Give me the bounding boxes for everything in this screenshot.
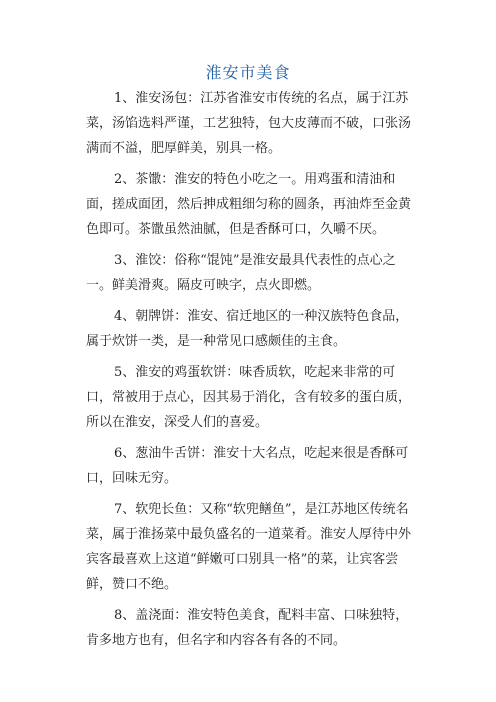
paragraph-1: 1、淮安汤包：江苏省淮安市传统的名点，属于江苏菜，汤馅选料严谨，工艺独特，包大皮薄而不破，口张汤满而不溢，肥厚鲜美，别具一格。: [86, 91, 412, 156]
paragraph-5: 5、淮安的鸡蛋软饼：味香质软，吃起来非常的可口，常被用于点心，因其易于消化，含有较多的蛋白质，所以在淮安，深受人们的喜爱。: [86, 365, 412, 430]
paragraph-3: 3、淮饺：俗称“馄饨”是淮安最具代表性的点心之一。鲜美滑爽。隔皮可映字，点火即燃。: [86, 253, 396, 293]
document-body: [86, 86, 420, 653]
paragraph-2: 2、茶馓：淮安的特色小吃之一。用鸡蛋和清油和面，搓成面团，然后抻成粗细匀称的圆条，再油炸至金黄色即可。茶馓虽然油腻，但是香酥可口，久嚼不厌。: [86, 172, 412, 237]
paragraph-6: 6、葱油牛舌饼：淮安十大名点，吃起来很是香酥可口，回味无穷。: [86, 446, 409, 486]
paragraph-4: 4、朝牌饼：淮安、宿迁地区的一种汉族特色食品，属于炊饼一类，是一种常见口感颇佳的主食。: [86, 309, 409, 349]
document-title: 淮安市美食: [205, 63, 291, 82]
paragraph-7: 7、软兜长鱼：又称“软兜鳝鱼”，是江苏地区传统名菜，属于淮扬菜中最负盛名的一道菜肴。淮安人厚待中外宾客最喜欢上这道“鲜嫩可口别具一格”的菜，让宾客尝鲜，赞口不绝。: [86, 502, 412, 592]
paragraph-8: 8、盖浇面：淮安特色美食，配料丰富、口味独特，肯多地方也有，但名字和内容各有各的不同。: [86, 608, 409, 648]
